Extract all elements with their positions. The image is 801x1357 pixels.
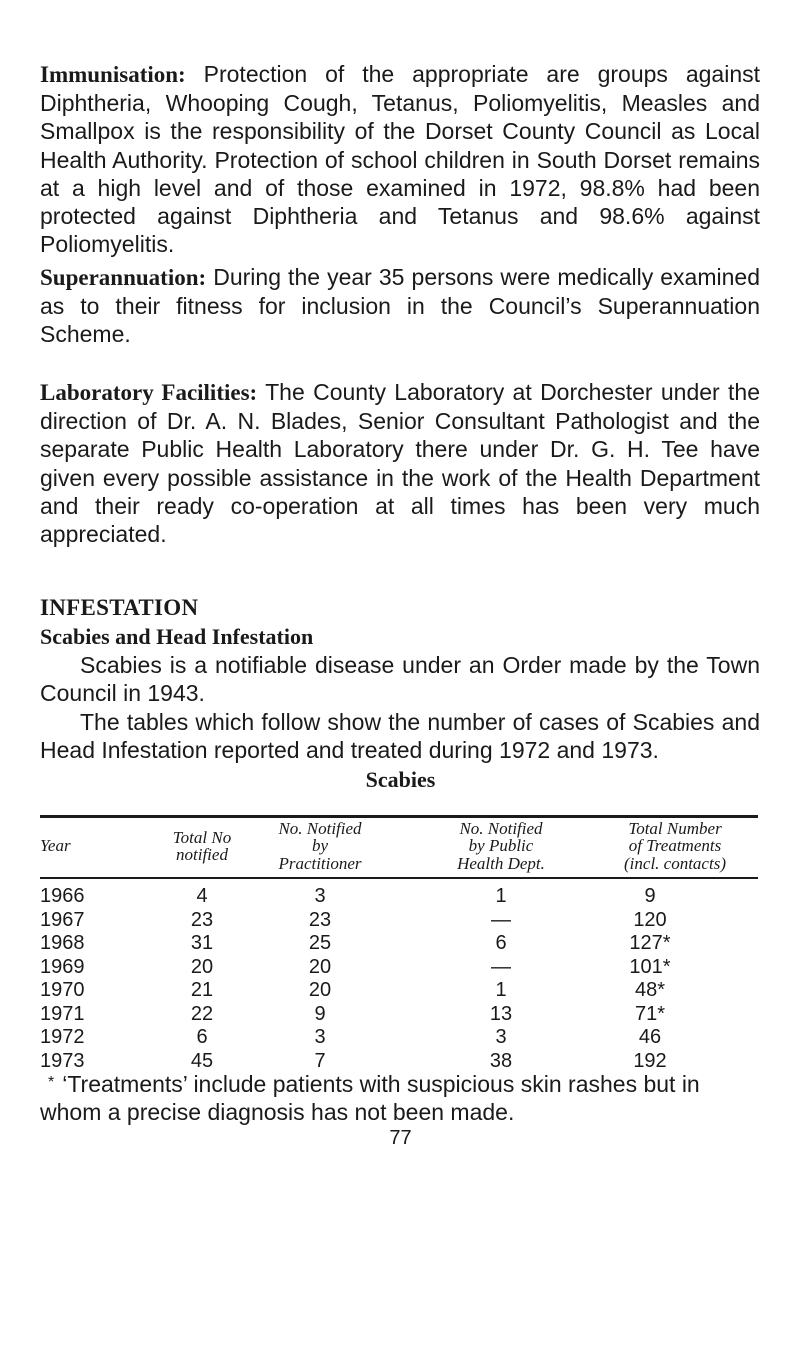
cell-total-notified: 4 (196, 885, 208, 907)
header-line: Practitioner (278, 853, 362, 873)
cell-treatments: 48* (634, 979, 666, 1001)
tables-intro-paragraph: The tables which follow show the number of cases of Scabies and Head Infestation reported and treated during 1972 and 1973. (40, 709, 760, 764)
cell-year: 1971 (40, 1002, 85, 1025)
table-row (0, 1026, 801, 1050)
cell-treatments: 120 (633, 908, 667, 931)
table-row (0, 909, 801, 933)
header-line: Total Number (628, 818, 722, 838)
header-year (40, 817, 104, 875)
header-line: Health Dept. (457, 853, 545, 873)
table-header-rule (40, 877, 758, 879)
cell-public-health: 3 (495, 1026, 507, 1048)
cell-public-health: 1 (495, 885, 507, 907)
cell-public-health: 1 (495, 979, 507, 1001)
table-title: Scabies (365, 767, 436, 792)
immunisation-text: Protection of the appropriate are groups against Diphtheria, Whooping Cough, Tetanus, Poliomyelitis, Measles and Smallpox is the responsibility of the Dorset County Council as Local Health Authority. Protection of school children in South Dorset remains at a high level and of those examined in 1972, 98.8% had been protected against Diphtheria and Tetanus and 98.6% against Poliomyelitis. (40, 61, 760, 258)
cell-treatments: 127* (629, 932, 671, 954)
footnote (40, 1069, 760, 1126)
immunisation-heading: Immunisation: (40, 62, 186, 87)
cell-total-notified: 21 (190, 979, 214, 1001)
table-row (0, 956, 801, 980)
header-total-notified (152, 817, 252, 875)
cell-public-health: — (491, 908, 511, 931)
header-line: by (311, 836, 329, 856)
cell-year: 1969 (40, 955, 85, 978)
header-notified-by-public-health (437, 817, 565, 875)
header-year-line: Year (40, 836, 71, 856)
header-line: Total No (172, 827, 232, 847)
laboratory-heading: Laboratory Facilities: (40, 380, 258, 405)
header-line: No. Notified (278, 818, 362, 838)
header-line: by Public (468, 836, 534, 856)
cell-total-notified: 45 (190, 1049, 214, 1072)
scabies-table-body (0, 885, 801, 1073)
cell-practitioner: 3 (314, 885, 326, 907)
sub-heading: Scabies and Head Infestation (40, 624, 314, 649)
cell-year: 1972 (40, 1026, 85, 1048)
table-row (0, 1003, 801, 1027)
cell-public-health: 38 (489, 1049, 513, 1072)
cell-practitioner: 7 (314, 1049, 326, 1072)
superannuation-paragraph (40, 263, 760, 349)
laboratory-paragraph (40, 378, 760, 548)
cell-public-health: 6 (495, 932, 507, 954)
cell-treatments: 101* (629, 955, 671, 978)
header-notified-by-practitioner (262, 817, 378, 875)
cell-year: 1966 (40, 885, 85, 907)
table-row (0, 885, 801, 909)
cell-total-notified: 6 (196, 1026, 208, 1048)
header-total-treatments (595, 817, 755, 875)
cell-practitioner: 23 (308, 908, 332, 931)
cell-practitioner: 25 (308, 932, 332, 954)
cell-year: 1973 (40, 1049, 85, 1072)
table-row (0, 932, 801, 956)
cell-public-health: 13 (489, 1002, 513, 1025)
cell-total-notified: 20 (190, 955, 214, 978)
footnote-marker: * (48, 1074, 55, 1091)
header-line: (incl. contacts) (624, 853, 726, 873)
header-line: No. Notified (459, 818, 543, 838)
cell-practitioner: 3 (314, 1026, 326, 1048)
table-row (0, 979, 801, 1003)
cell-total-notified: 23 (190, 908, 214, 931)
footnote-text: ‘Treatments’ include patients with suspicious skin rashes but in whom a precise diagnosis has not been made. (40, 1071, 700, 1125)
laboratory-text: The County Laboratory at Dorchester under the direction of Dr. A. N. Blades, Senior Consultant Pathologist and the separate Public Health Laboratory there under Dr. G. H. Tee have given every possible assistance in the work of the Health Department and their ready co-operation at all times has been very much appreciated. (40, 379, 760, 548)
scabies-notifiable-paragraph: Scabies is a notifiable disease under an Order made by the Town Council in 1943. (40, 652, 760, 707)
page-number: 77 (389, 1127, 412, 1149)
cell-year: 1970 (40, 979, 85, 1001)
cell-practitioner: 20 (308, 955, 332, 978)
section-heading: INFESTATION (40, 595, 199, 620)
header-line: of Treatments (628, 836, 722, 856)
cell-total-notified: 31 (190, 932, 214, 954)
cell-year: 1968 (40, 932, 85, 954)
cell-practitioner: 20 (308, 979, 332, 1001)
cell-treatments: 192 (633, 1049, 667, 1072)
immunisation-paragraph (40, 60, 760, 258)
cell-total-notified: 22 (190, 1002, 214, 1025)
header-line: notified (176, 845, 228, 864)
cell-public-health: — (491, 955, 511, 978)
superannuation-heading: Superannuation: (40, 265, 207, 290)
cell-treatments: 46 (638, 1026, 662, 1048)
cell-treatments: 9 (644, 885, 656, 907)
cell-year: 1967 (40, 908, 85, 931)
superannuation-text: During the year 35 persons were medically examined as to their fitness for inclusion in the Council’s Superannuation Scheme. (40, 264, 760, 348)
cell-treatments: 71* (634, 1002, 666, 1025)
cell-practitioner: 9 (314, 1002, 326, 1025)
